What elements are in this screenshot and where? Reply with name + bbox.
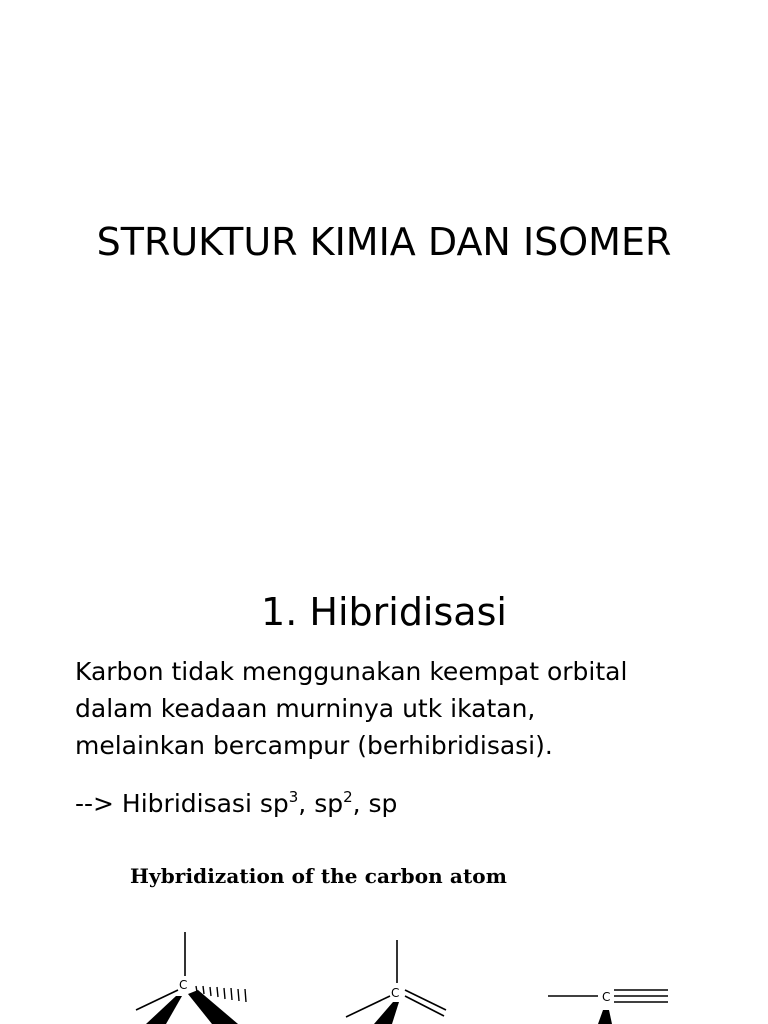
slide-title: STRUKTUR KIMIA DAN ISOMER [96,220,672,264]
sp2-superscript: 2 [343,788,353,806]
hybrid-prefix: --> Hibridisasi sp [75,789,289,818]
atom-label-c: C [391,986,400,1000]
hybrid-suffix: , sp [352,789,398,818]
paragraph-line: Karbon tidak menggunakan keempat orbital [75,657,628,686]
sp-carbon-structure [548,990,668,1024]
sp3-carbon-structure [136,932,246,1024]
hybridization-list [75,785,397,822]
body-paragraph [75,653,715,764]
paragraph-line: dalam keadaan murninya utk ikatan, [75,694,536,723]
section-title: 1. Hibridisasi [261,590,507,634]
solid-wedge-bond [146,996,182,1024]
sp2-carbon-structure [346,940,446,1024]
hybrid-sep: , sp [298,789,344,818]
paragraph-line: melainkan bercampur (berhibridisasi). [75,731,553,760]
atom-label-c: C [179,978,188,992]
sp3-superscript: 3 [288,788,299,806]
hybridization-diagram [0,920,768,1024]
solid-wedge-bond [188,990,238,1024]
solid-wedge-bond [374,1002,399,1024]
figure-title: Hybridization of the carbon atom [130,864,507,888]
solid-wedge-bond [598,1010,612,1024]
atom-label-c: C [602,990,611,1004]
